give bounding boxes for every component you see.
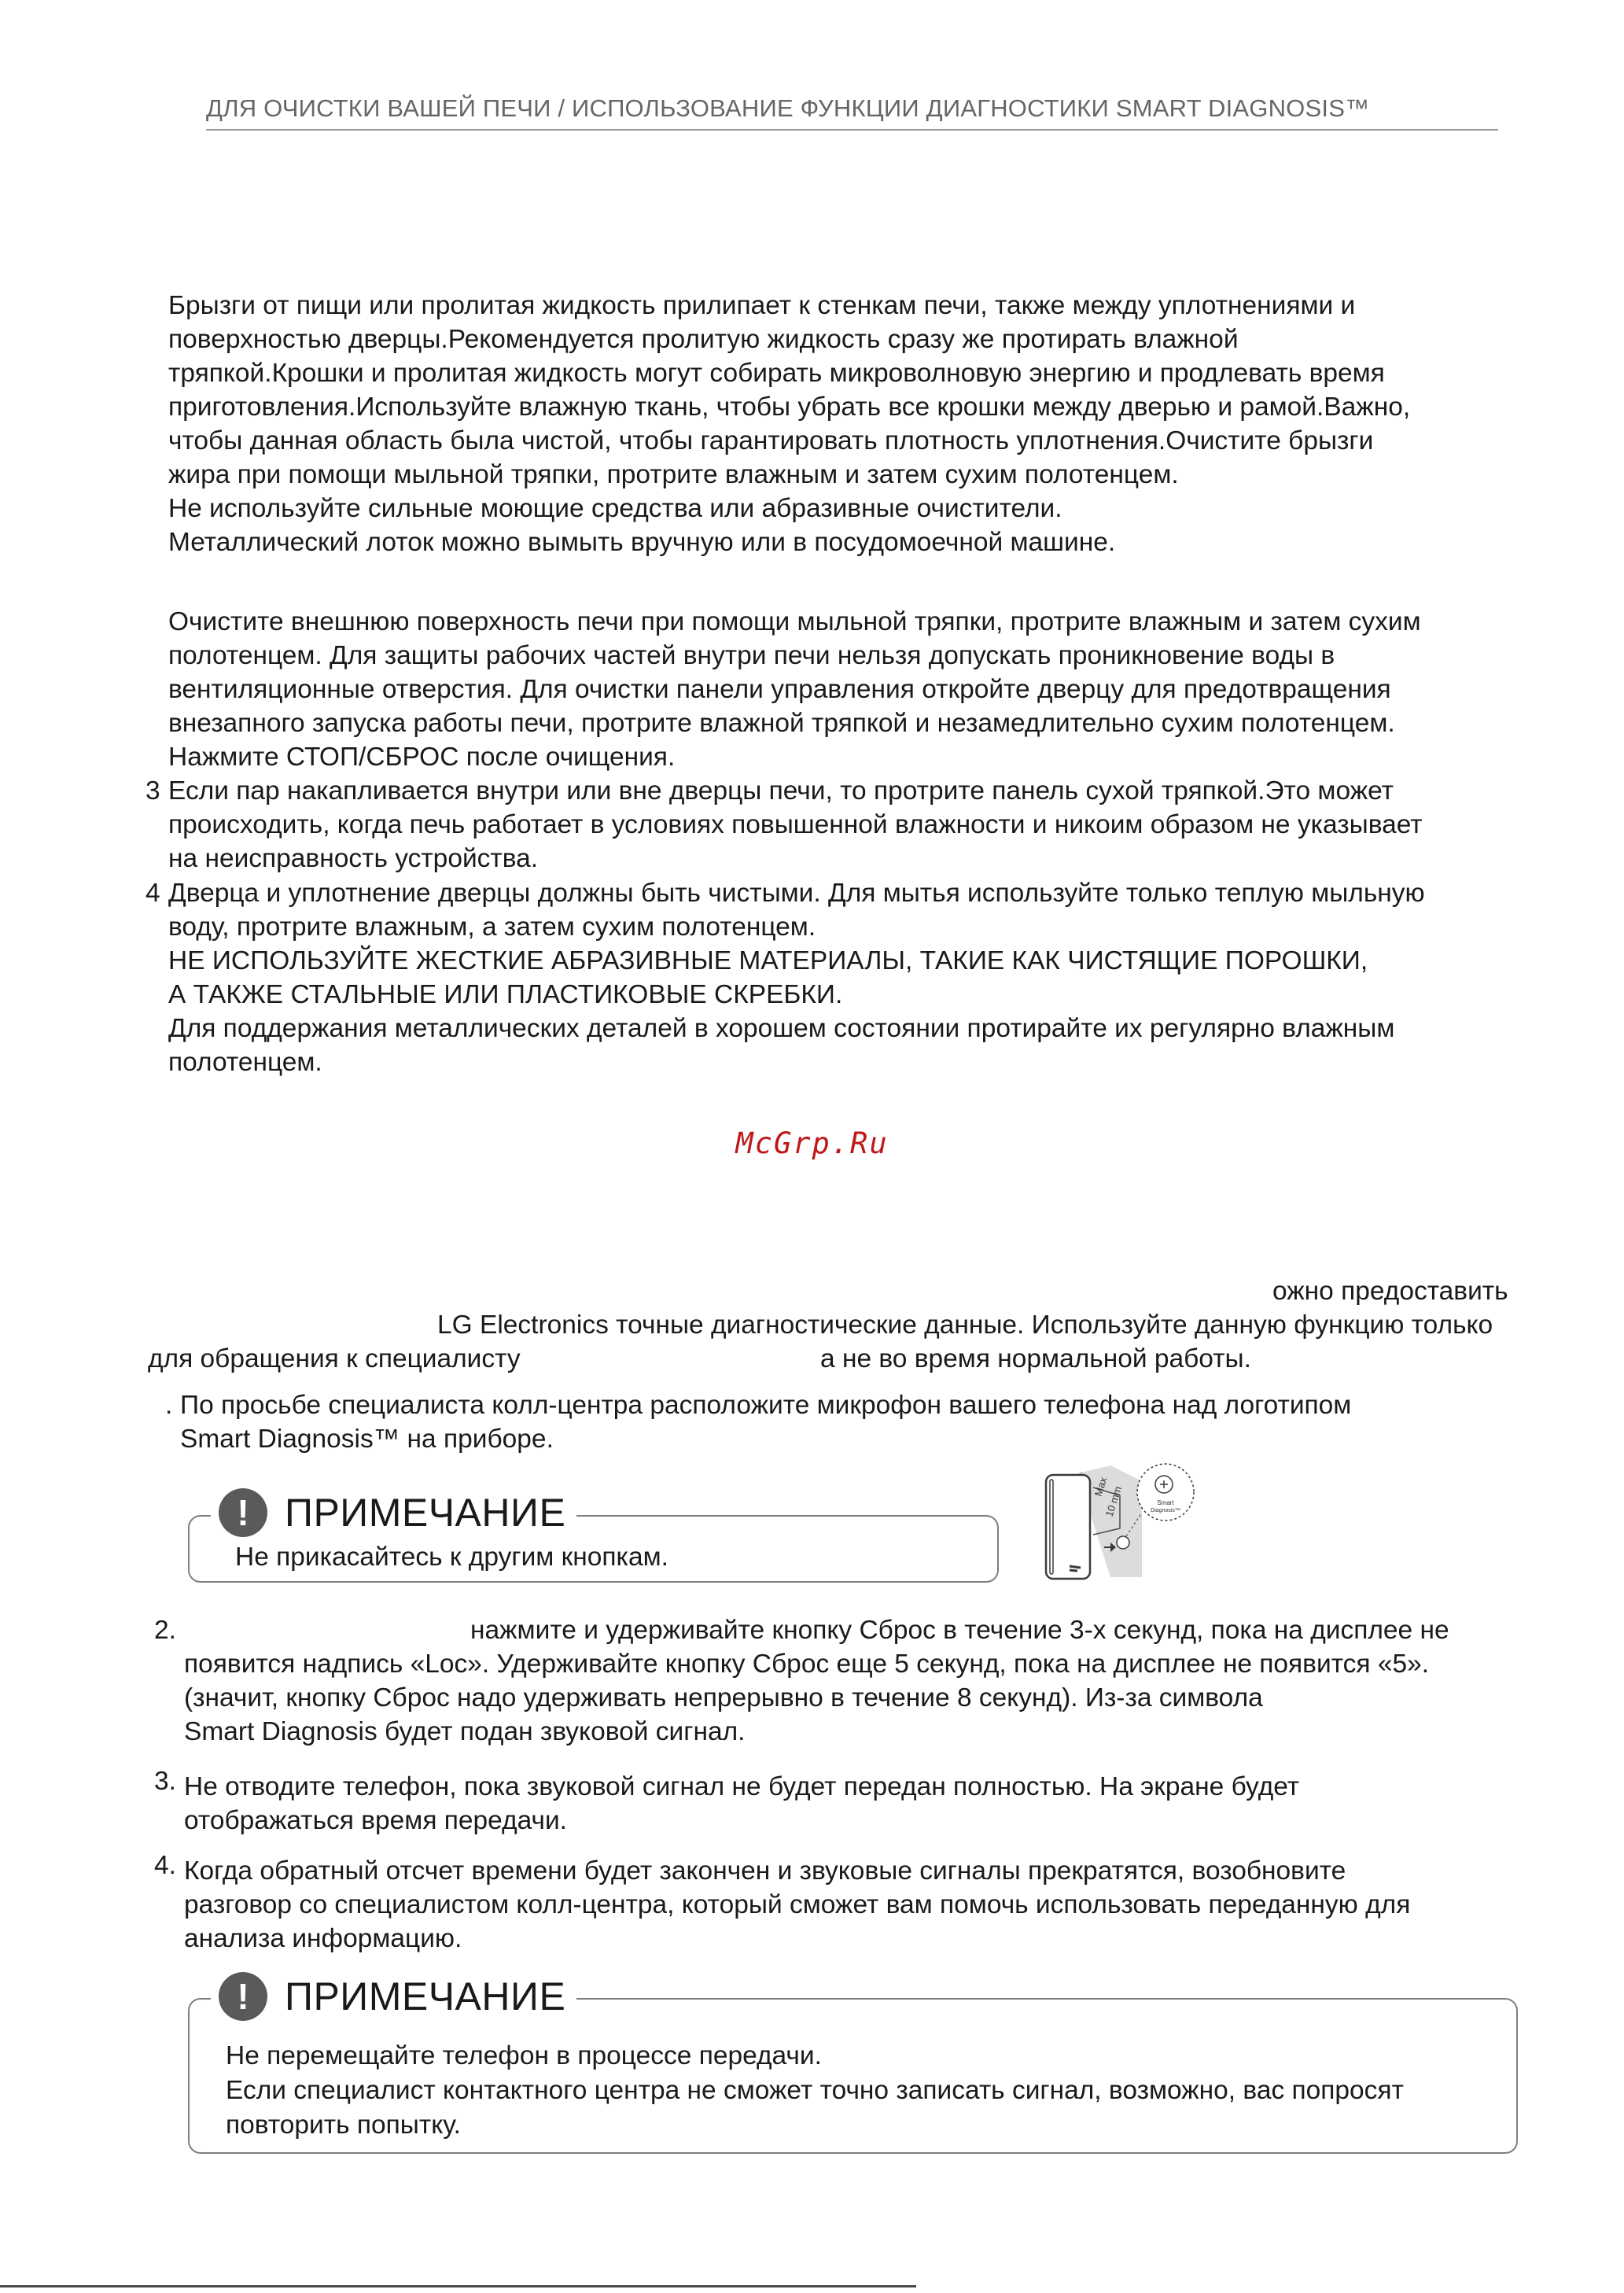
text-line: отображаться время передачи. — [184, 1806, 567, 1835]
step-number: 3. — [154, 1767, 176, 1796]
step-number: 2. — [154, 1616, 176, 1645]
logo-text-2: Diagnosis™ — [1151, 1508, 1180, 1513]
cleaning-paragraph-2 — [168, 605, 1421, 774]
text-line: полотенцем. — [168, 1048, 322, 1077]
exclamation-icon: ! — [219, 1488, 267, 1537]
logo-text-1: Smart — [1157, 1499, 1174, 1506]
text-line: А ТАКЖЕ СТАЛЬНЫЕ ИЛИ ПЛАСТИКОВЫЕ СКРЕБКИ. — [168, 980, 843, 1009]
diagnosis-intro-line-2: LG Electronics точные диагностические данные. Используйте данную функцию только — [437, 1311, 1493, 1340]
text-line: Дверца и уплотнение дверцы должны быть чистыми. Для мытья используйте только теплую мыльную — [168, 879, 1425, 908]
note-header-1 — [211, 1488, 576, 1537]
watermark-link[interactable]: McGrp.Ru — [735, 1126, 889, 1160]
text-line: вентиляционные отверстия. Для очистки панели управления откройте дверцу для предотвращения — [168, 675, 1391, 704]
diagnosis-intro-line-3a: для обращения к специалисту — [148, 1344, 521, 1373]
note-box-2 — [188, 1998, 1518, 2154]
text-line: Брызги от пищи или пролитая жидкость прилипает к стенкам печи, также между уплотнениями и — [168, 291, 1356, 320]
diagnosis-step-2-line-1: нажмите и удерживайте кнопку Сброс в течение 3-х секунд, пока на дисплее не — [470, 1616, 1449, 1645]
step-number: . — [165, 1391, 173, 1420]
text-line: разговор со специалистом колл-центра, который сможет вам помочь использовать переданную для — [184, 1890, 1411, 1919]
text-line: Не отводите телефон, пока звуковой сигнал не будет передан полностью. На экране будет — [184, 1772, 1300, 1801]
text-line: чтобы данная область была чистой, чтобы гарантировать плотность уплотнения.Очистите брызги — [168, 426, 1374, 455]
exclamation-icon: ! — [219, 1972, 267, 2021]
page-header-title: ДЛЯ ОЧИСТКИ ВАШЕЙ ПЕЧИ / ИСПОЛЬЗОВАНИЕ ФУНКЦИИ ДИАГНОСТИКИ SMART DIAGNOSIS™ — [206, 94, 1370, 122]
diagnosis-step-1 — [180, 1388, 1351, 1456]
header-divider — [206, 129, 1498, 131]
diagnosis-step-3 — [184, 1770, 1299, 1838]
text-line: воду, протрите влажным, а затем сухим полотенцем. — [168, 912, 816, 942]
note-text: Не перемещайте телефон в процессе передачи. — [226, 2041, 822, 2070]
note-text: повторить попытку. — [226, 2111, 461, 2140]
text-line: Если пар накапливается внутри или вне дверцы печи, то протрите панель сухой тряпкой.Это может — [168, 776, 1394, 805]
text-line: полотенцем. Для защиты рабочих частей внутри печи нельзя допускать проникновение воды в — [168, 641, 1335, 670]
max-label: Max — [1092, 1475, 1110, 1498]
note-text-block — [226, 2039, 1404, 2143]
step-number: 4. — [154, 1851, 176, 1880]
note-text: Если специалист контактного центра не сможет точно записать сигнал, возможно, вас попросят — [226, 2076, 1404, 2105]
note-title: ПРИМЕЧАНИЕ — [285, 1491, 566, 1535]
text-line: приготовления.Используйте влажную ткань, чтобы убрать все крошки между дверью и рамой.Важно, — [168, 393, 1411, 422]
diagnosis-intro-line-1: ожно предоставить — [1272, 1277, 1508, 1306]
text-line: НЕ ИСПОЛЬЗУЙТЕ ЖЕСТКИЕ АБРАЗИВНЫЕ МАТЕРИАЛЫ, ТАКИЕ КАК ЧИСТЯЩИЕ ПОРОШКИ, — [168, 946, 1368, 975]
text-line: (значит, кнопку Сброс надо удерживать непрерывно в течение 8 секунд). Из-за символа — [184, 1683, 1263, 1712]
text-line: Когда обратный отсчет времени будет закончен и звуковые сигналы прекратятся, возобновите — [184, 1856, 1346, 1886]
diagnosis-step-4 — [184, 1854, 1410, 1956]
text-line: происходить, когда печь работает в условиях повышенной влажности и никоим образом не указывает — [168, 810, 1423, 839]
text-line: По просьбе специалиста колл-центра расположите микрофон вашего телефона над логотипом — [180, 1391, 1352, 1420]
phone-over-logo-icon — [1038, 1459, 1203, 1585]
text-line: анализа информацию. — [184, 1924, 462, 1953]
text-line: Металлический лоток можно вымыть вручную или в посудомоечной машине. — [168, 528, 1116, 557]
note-header-2 — [211, 1972, 576, 2021]
phone-illustration — [1038, 1459, 1203, 1585]
note-title: ПРИМЕЧАНИЕ — [285, 1974, 566, 2018]
list-number: 4 — [145, 879, 160, 908]
text-line: появится надпись «Loc». Удерживайте кнопку Сброс еще 5 секунд, пока на дисплее не появится «5». — [184, 1650, 1430, 1679]
text-line: Smart Diagnosis™ на приборе. — [180, 1425, 554, 1454]
cleaning-item-4 — [168, 876, 1425, 1079]
distance-label: 10 mm — [1103, 1484, 1125, 1518]
diagnosis-step-2 — [184, 1647, 1429, 1749]
footer-divider — [0, 2285, 916, 2287]
text-line: Очистите внешнюю поверхность печи при помощи мыльной тряпки, протрите влажным и затем сухим — [168, 607, 1421, 636]
text-line: на неисправность устройства. — [168, 844, 539, 873]
cleaning-paragraph-1 — [168, 289, 1410, 559]
text-line: жира при помощи мыльной тряпки, протрите влажным и затем сухим полотенцем. — [168, 460, 1179, 489]
list-number: 3 — [145, 776, 160, 805]
note-text: Не прикасайтесь к другим кнопкам. — [235, 1543, 668, 1572]
text-line: Для поддержания металлических деталей в хорошем состоянии протирайте их регулярно влажным — [168, 1014, 1395, 1043]
cleaning-item-3 — [168, 774, 1423, 876]
diagnosis-intro-line-3b: а не во время нормальной работы. — [820, 1344, 1251, 1373]
text-line: тряпкой.Крошки и пролитая жидкость могут собирать микроволновую энергию и продлевать время — [168, 359, 1385, 388]
text-line: Не используйте сильные моющие средства или абразивные очистители. — [168, 494, 1062, 523]
text-line: Smart Diagnosis будет подан звуковой сигнал. — [184, 1717, 746, 1746]
text-line: внезапного запуска работы печи, протрите влажной тряпкой и незамедлительно сухим полотенцем. — [168, 709, 1395, 738]
text-line: Нажмите СТОП/СБРОС после очищения. — [168, 743, 676, 772]
text-line: поверхностью дверцы.Рекомендуется пролитую жидкость сразу же протирать влажной — [168, 325, 1239, 354]
